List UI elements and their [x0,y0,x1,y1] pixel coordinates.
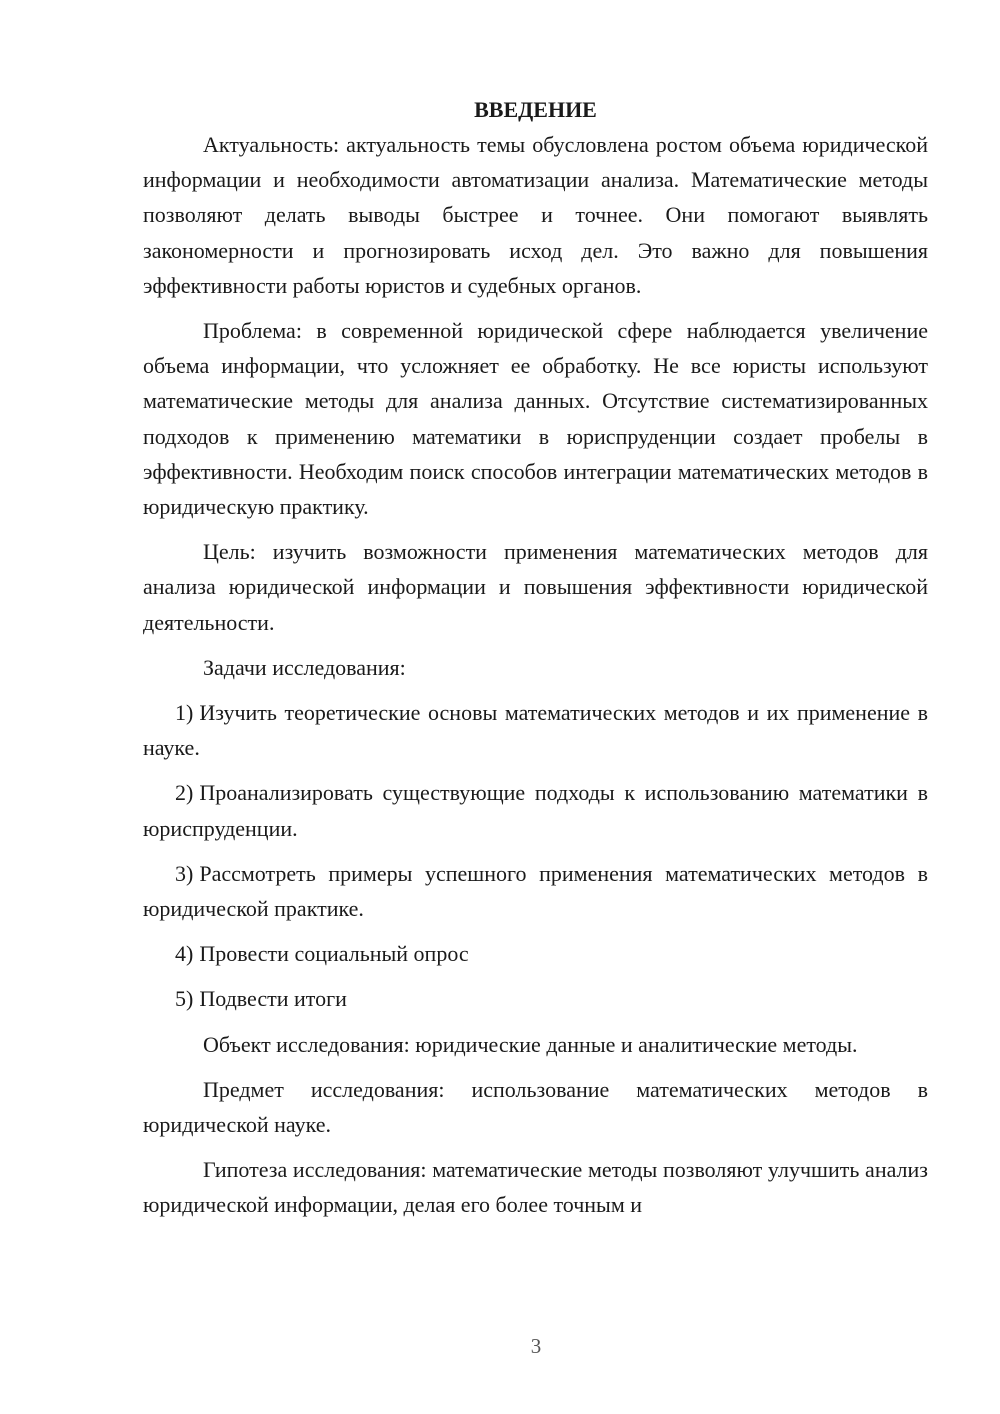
tasks-heading: Задачи исследования: [203,654,406,680]
paragraph-goal: Цель: изучить возможности применения математических методов для анализа юридической информации и повышения эффективности юридической деятельности. [143,539,928,635]
task-text: Изучить теоретические основы математических методов и их применение в науке. [143,700,928,761]
paragraph-subject: Предмет исследования: использование математических методов в юридической науке. [143,1076,928,1138]
task-text: Подвести итоги [199,986,347,1012]
document-page [143,92,928,1233]
task-item [143,856,928,926]
task-number: 2) [175,780,194,806]
paragraph-hypothesis: Гипотеза исследования: математические методы позволяют улучшить анализ юридической информации, делая его более точным и [143,1157,928,1218]
paragraph-object: Объект исследования: юридические данные и аналитические методы. [203,1031,858,1057]
task-text: Проанализировать существующие подходы к использованию математики в юриспруденции. [143,780,928,841]
task-text: Рассмотреть примеры успешного применения математических методов в юридической практике. [143,860,928,922]
task-item [143,936,928,971]
task-text: Провести социальный опрос [199,941,469,967]
task-number: 1) [175,700,194,726]
paragraph-relevance: Актуальность: актуальность темы обусловлена ростом объема юридической информации и необходимости автоматизации анализа. Математические методы позволяют делать выводы быстрее и точнее. Они помогают выявлять закономерности и прогнозировать исход дел. Это важно для повышения эффективности работы юристов и судебных органов. [143,132,928,298]
paragraph-problem: Проблема: в современной юридической сфере наблюдается увеличение объема информации, что усложняет ее обработку. Не все юристы используют математические методы для анализа данных. Отсутствие систематизированных подходов к применению математики в юриспруденции создает пробелы в эффективности. Необходим поиск способов интеграции математических методов в юридическую практику. [143,318,928,520]
task-item [143,775,928,845]
task-item [143,981,928,1016]
task-number: 5) [175,986,194,1012]
task-item [143,695,928,765]
page-title: ВВЕДЕНИЕ [474,97,597,122]
task-number: 4) [175,941,194,967]
task-number: 3) [175,860,194,886]
page-number: 3 [530,1334,542,1358]
